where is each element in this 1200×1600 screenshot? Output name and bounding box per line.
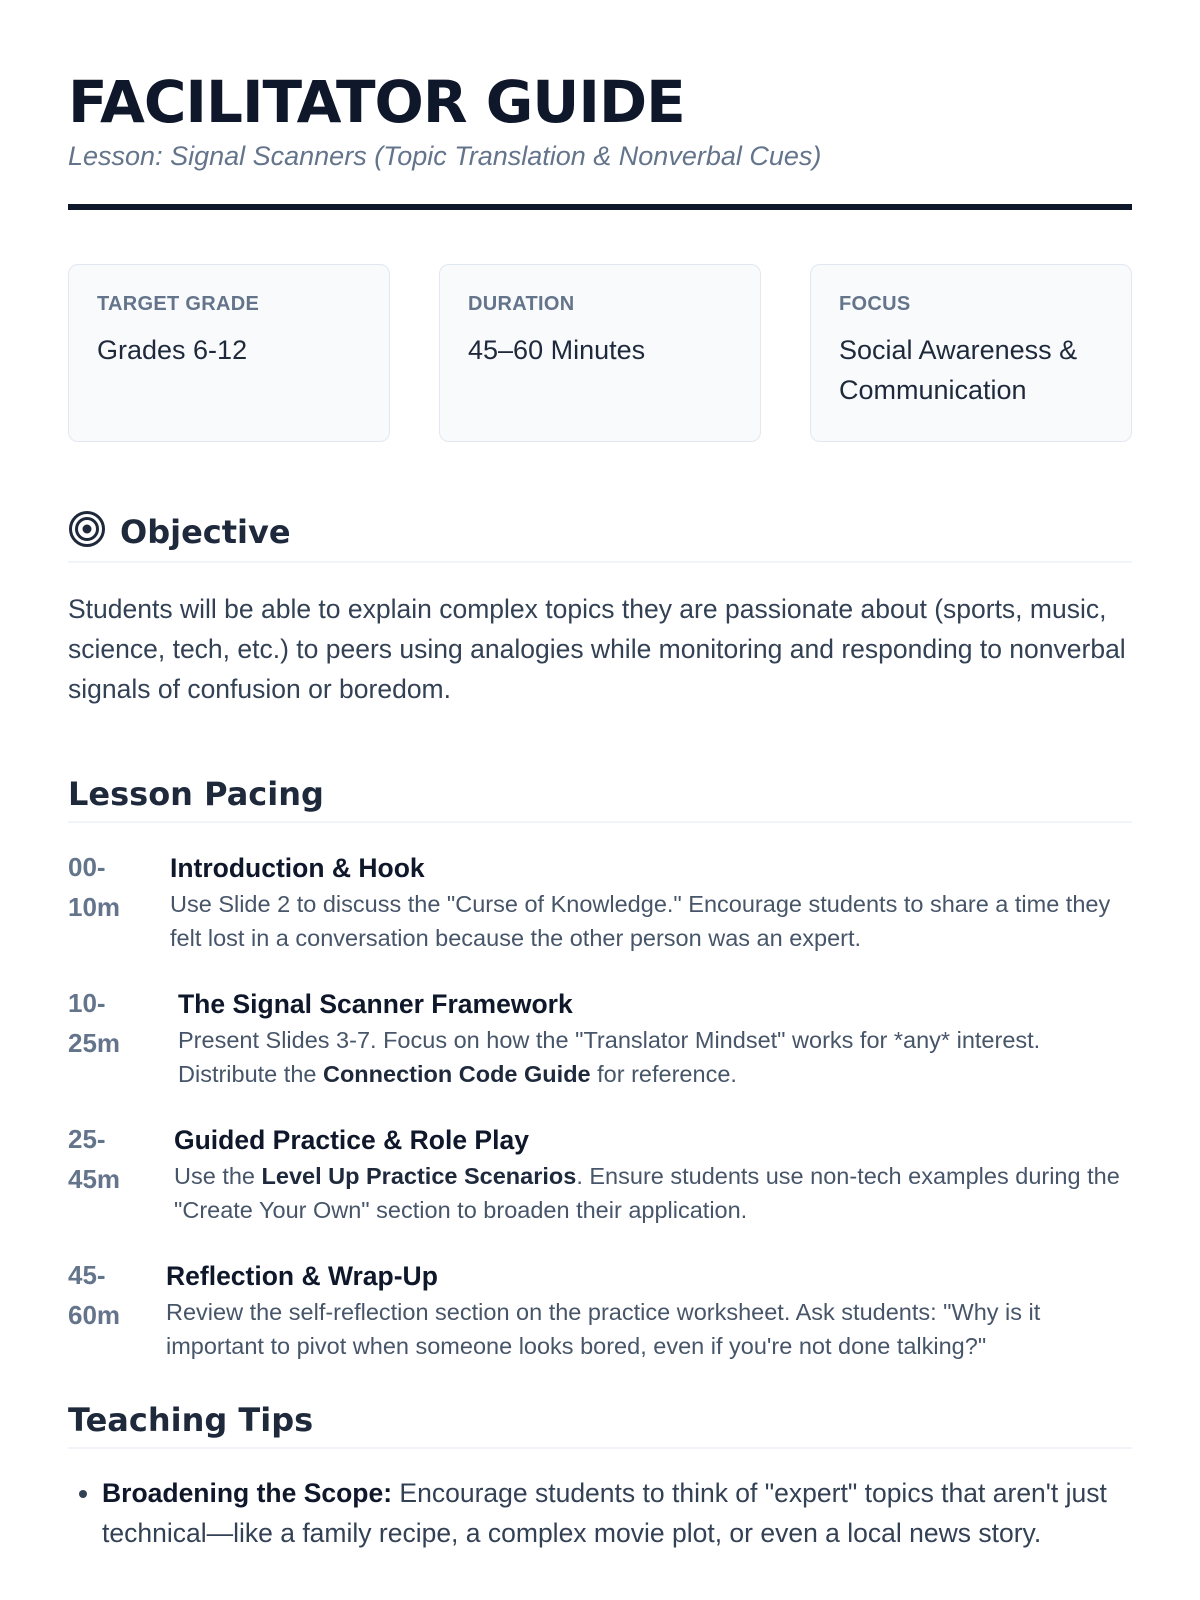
pacing-description [170,887,1132,955]
tips-heading-row [68,1401,1132,1449]
pacing-body [174,1123,1132,1227]
card-focus [810,264,1132,442]
pacing-body [178,987,1132,1091]
desc-text: Use the [174,1163,262,1189]
time-start: 00- [68,852,106,882]
pacing-title: Reflection & Wrap-Up [166,1261,438,1291]
time-end: 60m [68,1300,121,1330]
card-label: TARGET GRADE [97,293,260,315]
tip-text: Encourage students to think of "expert" topics that aren't just technical—like a family recipe, a complex movie plot, or even a local news story. [102,1478,1107,1548]
card-value: Grades 6-12 [97,335,248,365]
card-label: DURATION [468,293,575,315]
pacing-time [68,847,170,955]
pacing-list [68,851,1132,1363]
pacing-item [68,987,1132,1091]
lesson-pacing-section [68,775,1132,1363]
header-divider [68,204,1132,210]
pacing-heading-row [68,775,1132,823]
desc-text: Use Slide 2 to discuss the "Curse of Knowledge." Encourage students to share a time they felt lost in a conversation because the other person was an expert. [170,891,1111,951]
pacing-description [174,1159,1132,1227]
pacing-time [68,983,178,1091]
objective-section [68,510,1132,709]
card-label: FOCUS [839,293,911,315]
tips-list [68,1473,1132,1553]
teaching-tips-section [68,1401,1132,1553]
objective-heading-row [68,510,1132,563]
pacing-time [68,1255,166,1363]
time-start: 45- [68,1260,106,1290]
card-target-grade [68,264,390,442]
pacing-time [68,1119,174,1227]
pacing-description [166,1295,1132,1363]
objective-text: Students will be able to explain complex topics they are passionate about (sports, music, science, tech, etc.) to peers using analogies while monitoring and responding to nonverbal signals of confusion or boredom. [68,594,1126,704]
desc-bold: Level Up Practice Scenarios [261,1163,577,1189]
lesson-subtitle: Lesson: Signal Scanners (Topic Translation & Nonverbal Cues) [68,141,822,171]
pacing-title: The Signal Scanner Framework [178,989,573,1019]
desc-text: for reference. [590,1061,737,1087]
pacing-item [68,851,1132,955]
objective-heading: Objective [120,512,291,551]
time-start: 10- [68,988,106,1018]
pacing-description [178,1023,1132,1091]
info-cards [68,264,1132,442]
desc-text: Present Slides 3-7. Focus on how the "Translator Mindset" works for *any* interest. Distribute the [178,1027,1041,1087]
guide-header [68,0,1132,210]
time-start: 25- [68,1124,106,1154]
pacing-item [68,1123,1132,1227]
pacing-item [68,1259,1132,1363]
time-end: 25m [68,1028,121,1058]
desc-bold: Connection Code Guide [322,1061,591,1087]
time-end: 45m [68,1164,121,1194]
pacing-body [170,851,1132,955]
target-icon [68,510,106,553]
pacing-body [166,1259,1132,1363]
card-value: 45–60 Minutes [468,335,646,365]
pacing-heading: Lesson Pacing [68,775,324,813]
card-value: Social Awareness & Communication [839,335,1078,405]
desc-text: . Ensure students use non-tech examples during the "Create Your Own" section to broaden their application. [174,1163,1120,1223]
time-end: 10m [68,892,121,922]
desc-text: Review the self-reflection section on the practice worksheet. Ask students: "Why is it important to pivot when someone looks bored, even if you're not done talking?" [166,1299,1041,1359]
page-title: FACILITATOR GUIDE [68,68,685,136]
pacing-title: Introduction & Hook [170,853,425,883]
tips-heading: Teaching Tips [68,1401,314,1439]
tip-bold: Broadening the Scope: [102,1478,393,1508]
pacing-title: Guided Practice & Role Play [174,1125,529,1155]
card-duration [439,264,761,442]
tip-item [102,1473,1132,1553]
